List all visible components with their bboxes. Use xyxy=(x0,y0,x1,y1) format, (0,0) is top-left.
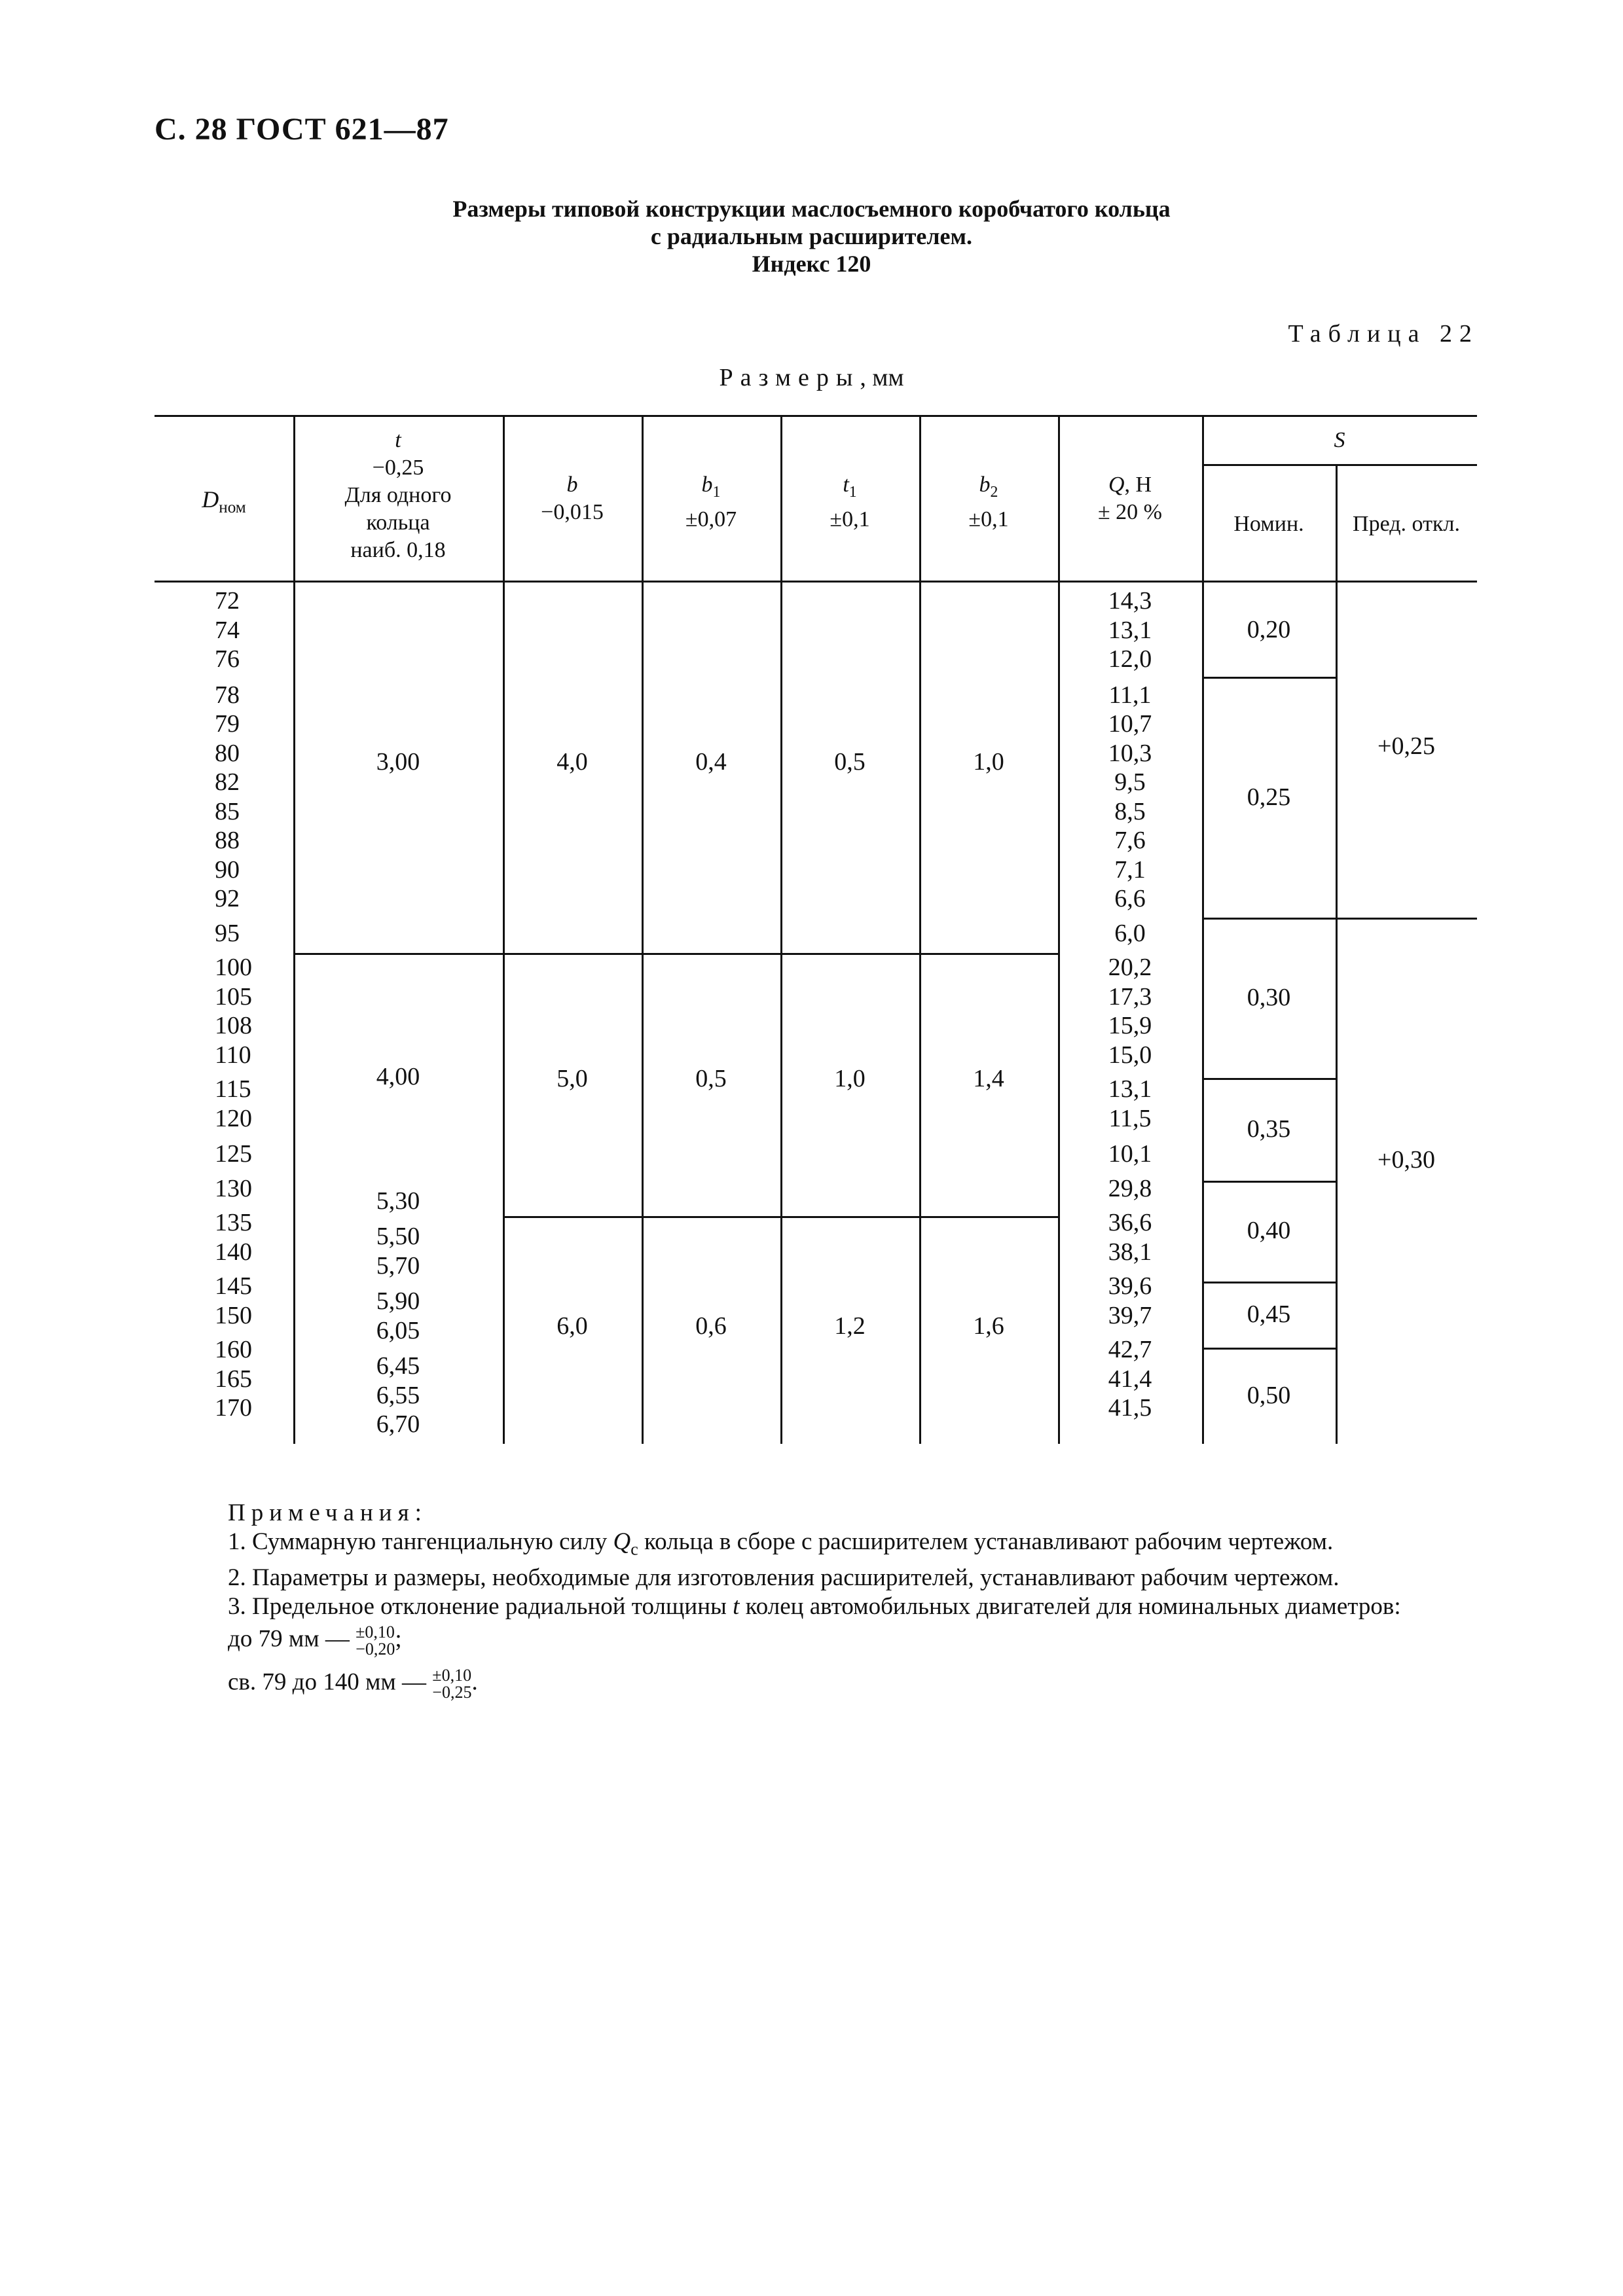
page-header: С. 28 ГОСТ 621—87 xyxy=(155,112,449,147)
s-header-rule xyxy=(1202,464,1477,466)
header-b2-subscript: 2 xyxy=(990,483,998,501)
note-1-symbol: Q xyxy=(613,1528,631,1555)
q-value-cell: 13,1 xyxy=(1108,616,1152,644)
d-value-cell: 74 xyxy=(215,616,240,644)
q-value-cell: 39,6 xyxy=(1108,1272,1152,1300)
header-s xyxy=(1202,427,1477,454)
group-rule-1 xyxy=(293,953,1058,955)
d-value-cell: 78 xyxy=(215,681,240,709)
header-s-nominal: Номин. xyxy=(1233,512,1304,536)
header-d-subscript: ном xyxy=(219,499,246,517)
s-dev-2: +0,30 xyxy=(1377,1146,1435,1174)
s-rule-3 xyxy=(1202,1078,1336,1080)
q-value-cell: 14,3 xyxy=(1108,587,1152,615)
q-value-cell: 41,4 xyxy=(1108,1365,1152,1393)
s-nom-3: 0,30 xyxy=(1247,984,1291,1011)
note-1-end: кольца в сборе с расширителем устанавливают рабочим чертежом. xyxy=(638,1528,1334,1555)
t-value-cell: 5,30 xyxy=(376,1187,420,1215)
header-bottom-rule xyxy=(155,581,1477,583)
header-t1-tolerance: ±0,1 xyxy=(830,507,870,531)
b1-group-3: 0,6 xyxy=(695,1312,727,1340)
header-d-symbol: D xyxy=(202,486,219,512)
header-b-symbol: b xyxy=(566,473,578,497)
t-value-cell: 5,70 xyxy=(376,1251,420,1280)
s-rule-1 xyxy=(1202,677,1336,679)
t-value-cell: 6,05 xyxy=(376,1316,420,1344)
d-value-cell: 165 xyxy=(215,1365,252,1393)
d-value-cell: 79 xyxy=(215,710,240,738)
t-value-cell: 6,45 xyxy=(376,1352,420,1380)
header-s-deviation: Пред. откл. xyxy=(1353,512,1460,536)
b2-group-3: 1,6 xyxy=(973,1312,1004,1340)
d-value-cell: 108 xyxy=(215,1012,252,1039)
q-value-cell: 11,5 xyxy=(1108,1104,1152,1132)
fraction-2-upper: ±0,10 xyxy=(432,1666,472,1685)
q-value-cell: 41,5 xyxy=(1108,1394,1152,1422)
column-divider-7 xyxy=(1202,415,1204,1444)
header-q-unit: , Н xyxy=(1124,473,1152,497)
q-value-cell: 7,6 xyxy=(1114,827,1146,854)
t1-group-1: 0,5 xyxy=(834,748,866,776)
table-title-line-2: с радиальным расширителем. xyxy=(650,223,973,249)
units-word: Размеры xyxy=(719,364,860,391)
units-label xyxy=(0,363,1623,392)
header-t-note-2: кольца xyxy=(366,511,430,535)
s-rule-2 xyxy=(1202,918,1477,920)
note-3-start: 3. Предельное отклонение радиальной толщины xyxy=(228,1593,733,1621)
note-3-line-2 xyxy=(155,1667,1477,1701)
q-value-cell: 15,9 xyxy=(1108,1012,1152,1039)
s-rule-5 xyxy=(1202,1282,1336,1283)
s-nom-6: 0,45 xyxy=(1247,1300,1291,1328)
header-t-tolerance: −0,25 xyxy=(372,456,424,480)
header-b1-subscript: 1 xyxy=(712,483,721,501)
header-t-note-3: наиб. 0,18 xyxy=(350,538,446,562)
t-value-cell: 6,70 xyxy=(376,1410,420,1438)
t1-group-3: 1,2 xyxy=(834,1312,866,1340)
fraction-1-lower: −0,20 xyxy=(356,1640,395,1659)
header-t1 xyxy=(780,471,919,533)
header-t-symbol: t xyxy=(395,428,401,452)
q-value-cell: 12,0 xyxy=(1108,645,1152,673)
b1-group-1: 0,4 xyxy=(695,748,727,776)
note-3-end: колец автомобильных двигателей для номинальных диаметров: xyxy=(739,1593,1401,1621)
d-value-cell: 115 xyxy=(215,1075,251,1103)
t-value-cell: 5,50 xyxy=(376,1223,420,1250)
d-value-cell: 150 xyxy=(215,1301,252,1329)
d-value-cell: 100 xyxy=(215,954,252,981)
q-value-cell: 36,6 xyxy=(1108,1209,1152,1236)
header-t1-symbol: t xyxy=(843,473,849,497)
t-group-1: 3,00 xyxy=(376,748,420,776)
header-q-symbol: Q xyxy=(1108,473,1125,497)
units-suffix: , мм xyxy=(860,364,904,391)
note-1 xyxy=(155,1528,1477,1564)
note-3-line-1 xyxy=(155,1624,1477,1658)
d-value-cell: 85 xyxy=(215,797,240,825)
header-q-tolerance: ± 20 % xyxy=(1098,500,1162,524)
q-value-cell: 15,0 xyxy=(1108,1041,1152,1069)
q-value-cell: 7,1 xyxy=(1114,855,1146,884)
b2-group-1: 1,0 xyxy=(973,748,1004,776)
header-t xyxy=(293,427,503,564)
note-3-line-1-end: ; xyxy=(395,1625,402,1653)
column-divider-3 xyxy=(642,415,644,1444)
d-value-cell: 110 xyxy=(215,1041,251,1069)
notes-heading: Примечания: xyxy=(228,1499,428,1526)
q-value-cell: 8,5 xyxy=(1114,797,1146,825)
d-value-cell: 88 xyxy=(215,827,240,854)
d-value-cell: 95 xyxy=(215,919,240,947)
s-rule-6 xyxy=(1202,1348,1336,1350)
q-value-cell: 10,3 xyxy=(1108,739,1152,767)
header-s-symbol: S xyxy=(1334,428,1345,452)
note-3 xyxy=(155,1592,1477,1621)
d-value-cell: 90 xyxy=(215,855,240,884)
header-b1-tolerance: ±0,07 xyxy=(685,507,737,531)
note-3-symbol: t xyxy=(733,1593,740,1621)
q-value-cell: 6,0 xyxy=(1114,919,1146,947)
t-value-cell: 5,90 xyxy=(376,1287,420,1315)
note-1-start: 1. Суммарную тангенциальную силу xyxy=(228,1528,613,1555)
tolerance-fraction-1 xyxy=(356,1624,395,1658)
table-title-line-3: Индекс 120 xyxy=(752,251,871,277)
header-t-note-1: Для одного xyxy=(344,483,452,507)
header-d-nom xyxy=(155,486,293,522)
b1-group-2: 0,5 xyxy=(695,1065,727,1092)
header-b2-tolerance: ±0,1 xyxy=(968,507,1009,531)
d-value-cell: 105 xyxy=(215,982,252,1011)
fraction-1-upper: ±0,10 xyxy=(356,1623,395,1642)
q-value-cell: 29,8 xyxy=(1108,1174,1152,1202)
d-value-cell: 92 xyxy=(215,885,240,912)
q-value-cell: 42,7 xyxy=(1108,1336,1152,1363)
q-value-cell: 6,6 xyxy=(1114,885,1146,912)
q-value-cell: 38,1 xyxy=(1108,1238,1152,1266)
q-value-cell: 39,7 xyxy=(1108,1301,1152,1329)
group-rule-2 xyxy=(503,1216,1058,1218)
column-divider-4 xyxy=(780,415,782,1444)
header-b2-symbol: b xyxy=(979,473,991,497)
note-3-line-2-end: . xyxy=(471,1668,478,1696)
d-value-cell: 72 xyxy=(215,587,240,615)
header-b xyxy=(503,471,642,526)
t-group-2: 4,00 xyxy=(376,1063,420,1090)
header-b-tolerance: −0,015 xyxy=(541,500,604,524)
header-t1-subscript: 1 xyxy=(848,483,857,501)
q-value-cell: 20,2 xyxy=(1108,954,1152,981)
table-title-line-1: Размеры типовой конструкции маслосъемного коробчатого кольца xyxy=(452,196,1171,222)
d-value-cell: 170 xyxy=(215,1394,252,1422)
b2-group-2: 1,4 xyxy=(973,1065,1004,1092)
q-value-cell: 10,7 xyxy=(1108,710,1152,738)
d-value-cell: 135 xyxy=(215,1209,252,1236)
table-top-rule xyxy=(155,415,1477,417)
d-value-cell: 76 xyxy=(215,645,240,673)
column-divider-5 xyxy=(919,415,921,1444)
t-value-cell: 6,55 xyxy=(376,1381,420,1409)
header-b1-symbol: b xyxy=(701,473,713,497)
s-rule-4 xyxy=(1202,1181,1336,1183)
table-number-label: Таблица 22 xyxy=(1288,320,1479,348)
q-value-cell: 17,3 xyxy=(1108,982,1152,1011)
column-divider-2 xyxy=(503,415,505,1444)
q-value-cell: 10,1 xyxy=(1108,1140,1152,1168)
s-nom-7: 0,50 xyxy=(1247,1382,1291,1409)
d-value-cell: 140 xyxy=(215,1238,252,1266)
d-value-cell: 80 xyxy=(215,739,240,767)
note-3-line-2-text: св. 79 до 140 мм — xyxy=(228,1668,433,1696)
note-2: 2. Параметры и размеры, необходимые для изготовления расширителей, устанавливают рабочим чертежом. xyxy=(228,1564,1340,1592)
s-dev-1: +0,25 xyxy=(1377,732,1435,760)
fraction-2-lower: −0,25 xyxy=(432,1683,472,1702)
b-group-2: 5,0 xyxy=(556,1065,588,1092)
s-nom-1: 0,20 xyxy=(1247,616,1291,643)
d-value-cell: 82 xyxy=(215,768,240,796)
note-1-subscript: с xyxy=(630,1539,638,1559)
d-value-cell: 160 xyxy=(215,1336,252,1363)
s-nom-4: 0,35 xyxy=(1247,1115,1291,1143)
t1-group-2: 1,0 xyxy=(834,1065,866,1092)
b-group-1: 4,0 xyxy=(556,748,588,776)
notes-section xyxy=(155,1499,1477,1701)
s-nom-5: 0,40 xyxy=(1247,1217,1291,1244)
tolerance-fraction-2 xyxy=(432,1667,471,1701)
header-q xyxy=(1058,471,1202,526)
q-value-cell: 13,1 xyxy=(1108,1075,1152,1103)
s-nom-2: 0,25 xyxy=(1247,783,1291,811)
d-value-cell: 125 xyxy=(215,1140,252,1168)
header-b1 xyxy=(642,471,780,533)
d-value-cell: 145 xyxy=(215,1272,252,1300)
note-3-line-1-text: до 79 мм — xyxy=(228,1625,356,1653)
d-value-cell: 130 xyxy=(215,1174,252,1202)
column-divider-8 xyxy=(1336,464,1338,1444)
d-value-cell: 120 xyxy=(215,1104,252,1132)
b-group-3: 6,0 xyxy=(556,1312,588,1340)
header-b2 xyxy=(919,471,1058,533)
q-value-cell: 11,1 xyxy=(1108,681,1152,709)
q-value-cell: 9,5 xyxy=(1114,768,1146,796)
